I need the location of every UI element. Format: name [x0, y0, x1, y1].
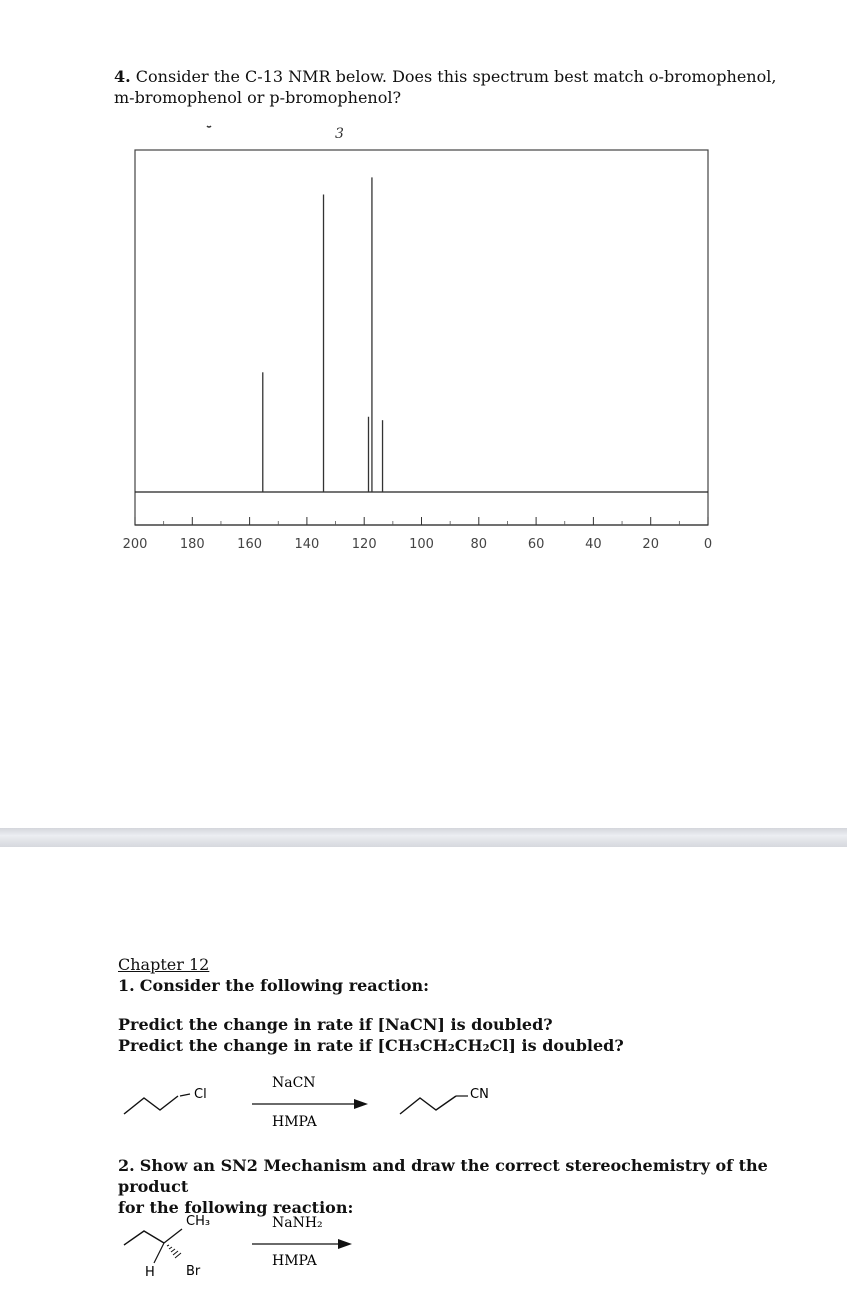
question-2-text: Show an SN2 Mechanism and draw the correct stereochemistry of the product — [118, 1156, 768, 1196]
x-tick-label: 80 — [470, 537, 488, 552]
c-h-bond — [154, 1243, 164, 1263]
chloro-label: Cl — [194, 1087, 207, 1102]
chapter-12-section — [118, 954, 818, 996]
question-4-line1 — [114, 66, 814, 87]
x-ticks — [123, 517, 713, 552]
predict-line-1: Predict the change in rate if [NaCN] is doubled? — [118, 1015, 553, 1034]
arrowhead-1 — [354, 1099, 368, 1109]
x-tick-label: 180 — [179, 537, 205, 552]
handwritten-marks — [195, 118, 355, 142]
question-2-line1 — [118, 1155, 828, 1197]
question-4-line2: m-bromophenol or p-bromophenol? — [114, 88, 402, 107]
nitrile-label: CN — [470, 1087, 489, 1102]
x-tick-label: 200 — [122, 537, 148, 552]
predict-line-2: Predict the change in rate if [CH₃CH₂CH₂Cl] is doubled? — [118, 1036, 624, 1055]
solvent-hmpa-2: HMPA — [272, 1253, 317, 1269]
butyl-skeleton — [124, 1231, 164, 1245]
question-4-text: Consider the C-13 NMR below. Does this spectrum best match o-bromophenol, — [135, 67, 777, 86]
predict-questions — [118, 1014, 818, 1056]
c-cl-bond — [180, 1094, 190, 1096]
x-tick-label: 40 — [585, 537, 602, 552]
reagent-nanh2: NaNH₂ — [272, 1215, 323, 1231]
x-tick-label: 20 — [642, 537, 659, 552]
question-4 — [114, 66, 814, 108]
chapter-title: Chapter 12 — [118, 955, 210, 974]
question-2-number: 2. — [118, 1156, 135, 1175]
bromo-label: Br — [186, 1264, 201, 1279]
page-divider — [0, 828, 847, 847]
chloropropane-skeleton — [124, 1096, 178, 1114]
handwritten-three: 3 — [335, 126, 344, 142]
x-tick-label: 160 — [237, 537, 263, 552]
question-4-number: 4. — [114, 67, 131, 86]
x-tick-label: 60 — [527, 537, 545, 552]
x-tick-label: 140 — [294, 537, 320, 552]
hashed-wedge-bond — [167, 1245, 181, 1258]
c-ch3-bond — [164, 1229, 182, 1243]
plot-frame — [135, 150, 708, 525]
arrowhead-2 — [338, 1239, 352, 1249]
methyl-label: CH₃ — [186, 1214, 211, 1229]
reagent-nacn: NaCN — [272, 1075, 316, 1091]
x-tick-label: 120 — [351, 537, 377, 552]
reaction-1 — [110, 1060, 530, 1140]
question-1-number: 1. — [118, 976, 135, 995]
question-1-line — [118, 975, 818, 996]
peaks — [263, 177, 383, 492]
butanenitrile-skeleton — [400, 1096, 456, 1114]
hydrogen-label: H — [145, 1265, 155, 1280]
x-tick-label: 100 — [409, 537, 434, 552]
reaction-2 — [110, 1205, 370, 1285]
x-tick-label: 0 — [703, 537, 713, 552]
question-1-text: Consider the following reaction: — [139, 976, 430, 995]
question-2-line2: for the following reaction: — [118, 1198, 354, 1217]
solvent-hmpa-1: HMPA — [272, 1114, 317, 1130]
nmr-spectrum-chart — [100, 140, 740, 570]
pen-tick-mark — [207, 126, 211, 127]
